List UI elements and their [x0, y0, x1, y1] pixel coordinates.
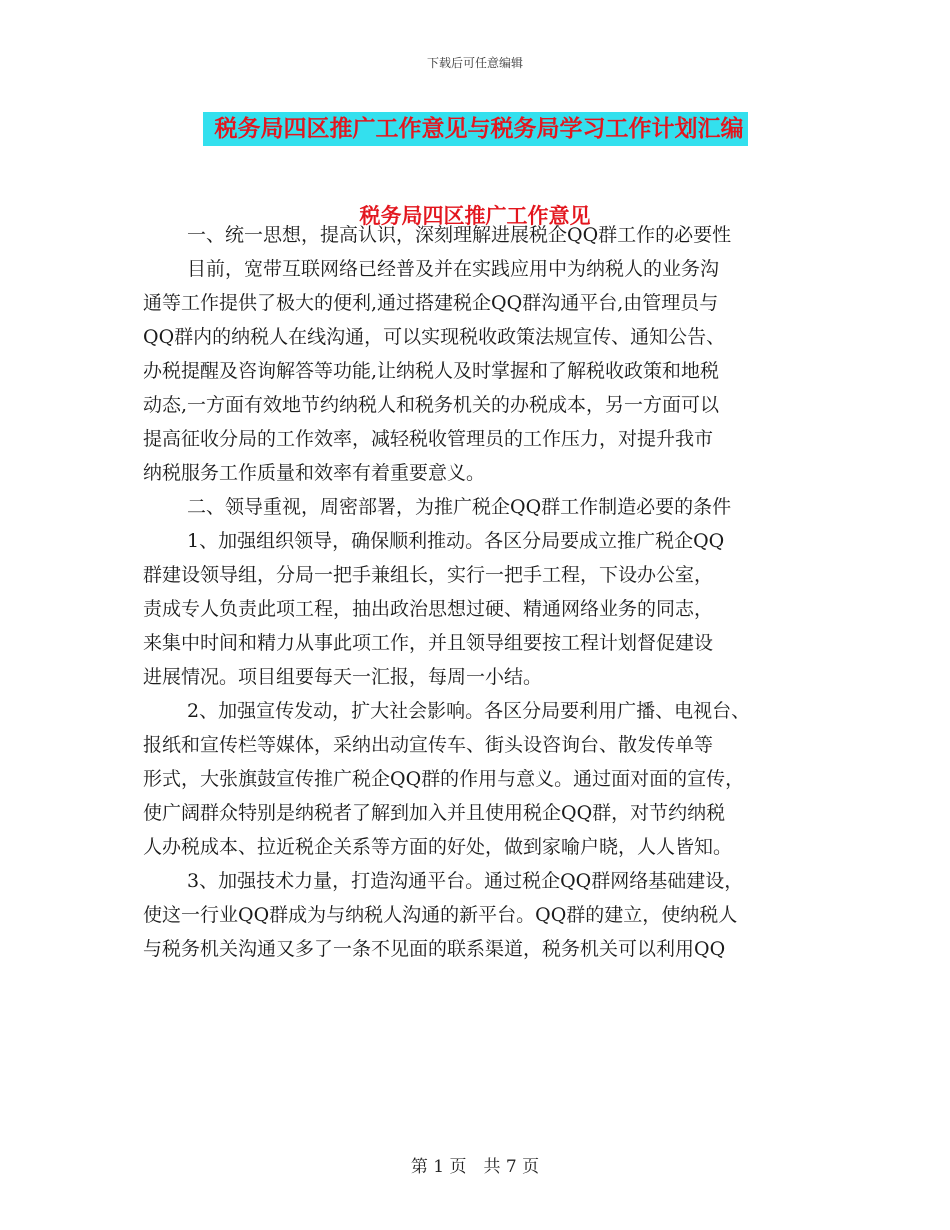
header-note: 下载后可任意编辑: [426, 56, 523, 70]
page-footer: [0, 1152, 950, 1177]
main-title-wrap: [0, 112, 950, 146]
main-title: 税务局四区推广工作意见与税务局学习工作计划汇编: [203, 112, 748, 146]
paragraph-line: 纳税服务工作质量和效率有着重要意义。: [143, 462, 486, 484]
paragraph-line: 使这一行业QQ群成为与纳税人沟通的新平台。QQ群的建立，使纳税人: [143, 904, 738, 926]
paragraph-line: 3、加强技术力量，打造沟通平台。通过税企QQ群网络基础建设，: [187, 870, 744, 892]
footer-prefix: 第: [410, 1157, 428, 1177]
paragraph-line: 1、加强组织领导，确保顺利推动。各区分局要成立推广税企QQ: [187, 530, 725, 552]
paragraph-line: 2、加强宣传发动，扩大社会影响。各区分局要利用广播、电视台、: [187, 700, 751, 722]
paragraph-line: 目前，宽带互联网络已经普及并在实践应用中为纳税人的业务沟: [187, 258, 720, 280]
paragraph-line: 使广阔群众特别是纳税者了解到加入并且使用税企QQ群，对节约纳税: [143, 802, 726, 824]
paragraph-line: 人办税成本、拉近税企关系等方面的好处，做到家喻户晓，人人皆知。: [143, 836, 733, 858]
footer-mid: 页 共: [449, 1157, 501, 1177]
total-page-number: 7: [505, 1157, 517, 1177]
section-title: 税务局四区推广工作意见: [359, 203, 591, 228]
paragraph-line: 二、领导重视，周密部署，为推广税企QQ群工作制造必要的条件: [187, 496, 732, 518]
paragraph-line: 通等工作提供了极大的便利,通过搭建税企QQ群沟通平台,由管理员与: [143, 292, 719, 314]
paragraph-line: 报纸和宣传栏等媒体，采纳出动宣传车、街头设咨询台、散发传单等: [143, 734, 714, 756]
paragraph-line: 提高征收分局的工作效率，减轻税收管理员的工作压力，对提升我市: [143, 428, 714, 450]
paragraph-line: 与税务机关沟通又多了一条不见面的联系渠道，税务机关可以利用QQ: [143, 938, 726, 960]
paragraph-line: 责成专人负责此项工程，抽出政治思想过硬、精通网络业务的同志，: [143, 598, 714, 620]
paragraph-line: 进展情况。项目组要每天一汇报，每周一小结。: [143, 666, 543, 688]
body-text: [143, 218, 833, 966]
paragraph-line: 动态,一方面有效地节约纳税人和税务机关的办税成本，另一方面可以: [143, 394, 720, 416]
paragraph-line: 来集中时间和精力从事此项工作，并且领导组要按工程计划督促建设: [143, 632, 714, 654]
current-page-number: 1: [433, 1157, 445, 1177]
paragraph-line: QQ群内的纳税人在线沟通，可以实现税收政策法规宣传、通知公告、: [143, 326, 726, 348]
footer-suffix: 页: [522, 1157, 540, 1177]
paragraph-line: 一、统一思想，提高认识，深刻理解进展税企QQ群工作的必要性: [187, 224, 732, 246]
paragraph-line: 群建设领导组，分局一把手兼组长，实行一把手工程，下设办公室，: [143, 564, 714, 586]
paragraph-line: 形式，大张旗鼓宣传推广税企QQ群的作用与意义。通过面对面的宣传，: [143, 768, 745, 790]
paragraph-line: 办税提醒及咨询解答等功能,让纳税人及时掌握和了解税收政策和地税: [143, 360, 720, 382]
